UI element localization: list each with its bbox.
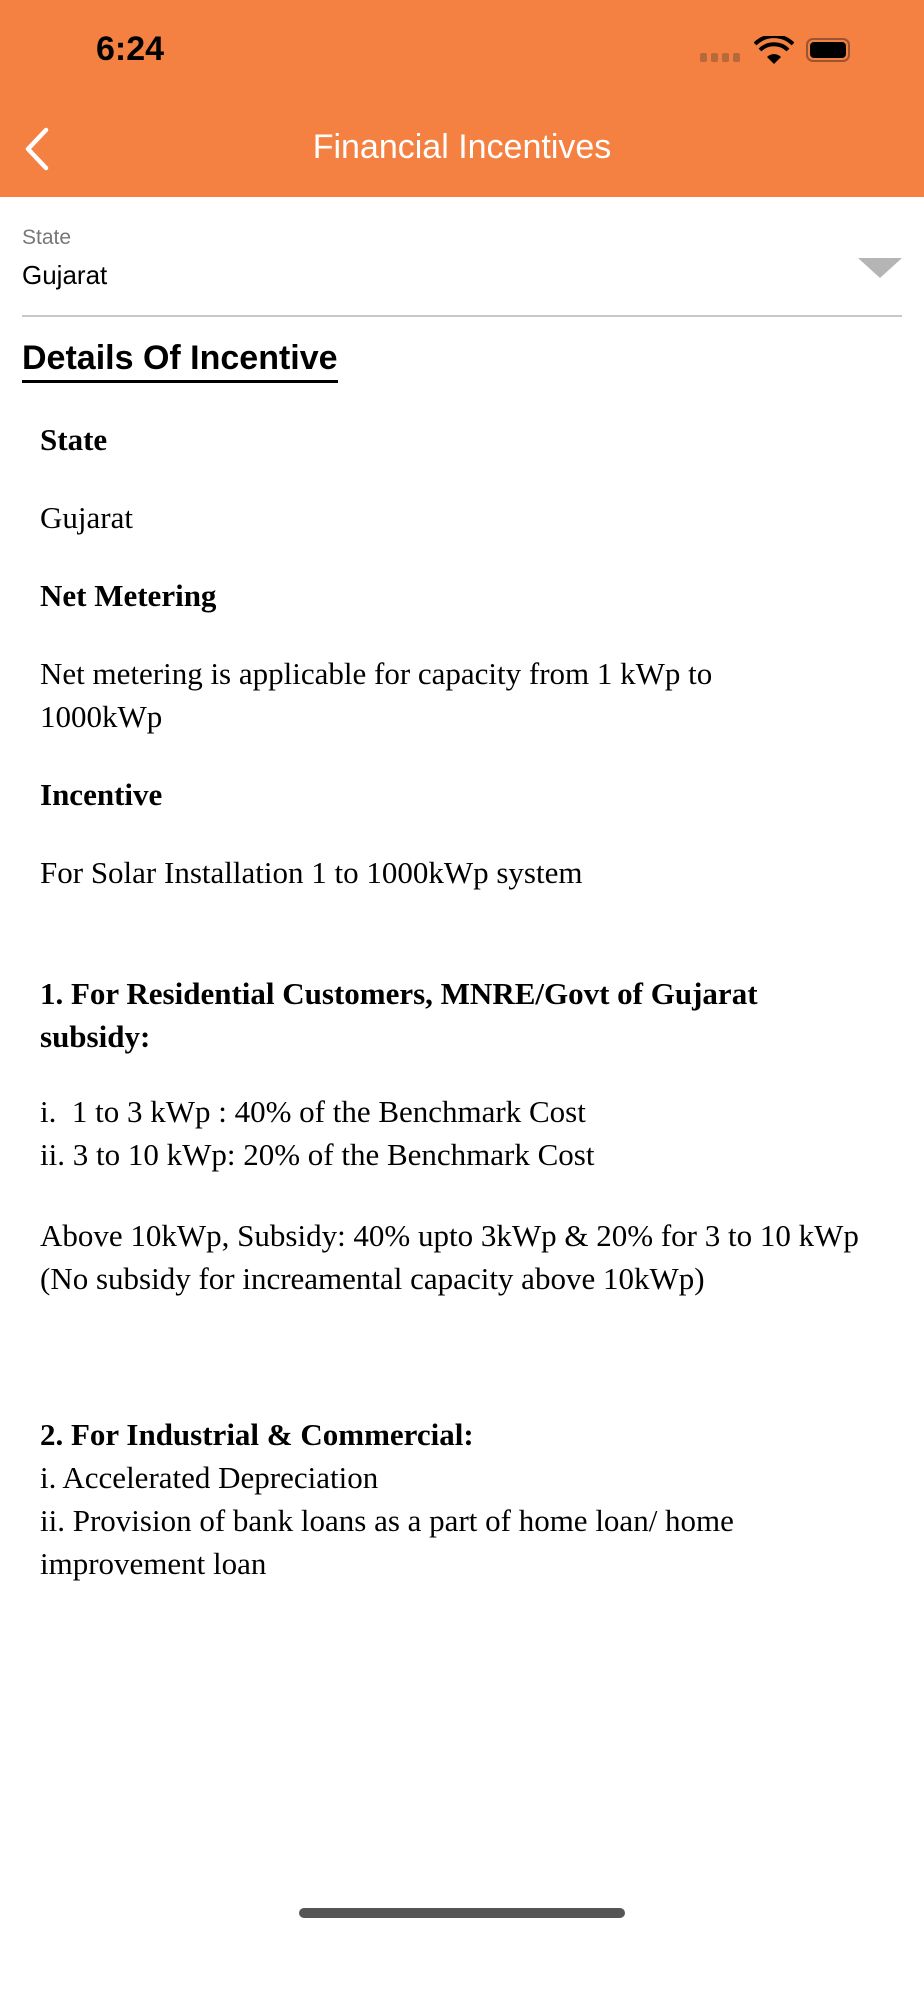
residential-line: i. 1 to 3 kWp : 40% of the Benchmark Cost [40,1094,586,1129]
state-label: State [40,422,108,457]
residential-heading: 1. For Residential Customers, MNRE/Govt of Gujarat subsidy: [40,976,758,1054]
industrial-line: i. Accelerated Depreciation [40,1460,379,1495]
state-dropdown-label: State [22,226,72,249]
net-metering-label: Net Metering [40,578,217,613]
no-subsidy-text: (No subsidy for increamental capacity above 10kWp) [40,1261,705,1296]
incentive-details [40,418,900,1585]
net-metering-text: Net metering is applicable for capacity from 1 kWp to 1000kWp [40,656,713,734]
above-10kwp-text: Above 10kWp, Subsidy: 40% upto 3kWp & 20% for 3 to 10 kWp [40,1218,859,1253]
incentive-label: Incentive [40,777,163,812]
state-dropdown-value: Gujarat [22,260,108,290]
wifi-icon [754,36,794,66]
status-time: 6:24 [96,30,165,68]
residential-line: ii. 3 to 10 kWp: 20% of the Benchmark Cost [40,1137,595,1172]
home-indicator[interactable] [299,1908,625,1918]
page-title: Financial Incentives [312,128,612,166]
cellular-signal-icon [700,53,740,62]
state-value: Gujarat [40,500,133,535]
navigation-header [0,0,924,197]
industrial-heading: 2. For Industrial & Commercial: [40,1417,474,1452]
industrial-line: ii. Provision of bank loans as a part of home loan/ home improvement loan [40,1503,734,1581]
incentive-text: For Solar Installation 1 to 1000kWp system [40,855,583,890]
battery-icon [806,38,850,62]
dropdown-arrow-icon [858,258,902,278]
details-heading: Details Of Incentive [22,338,338,383]
state-dropdown[interactable] [22,222,902,317]
